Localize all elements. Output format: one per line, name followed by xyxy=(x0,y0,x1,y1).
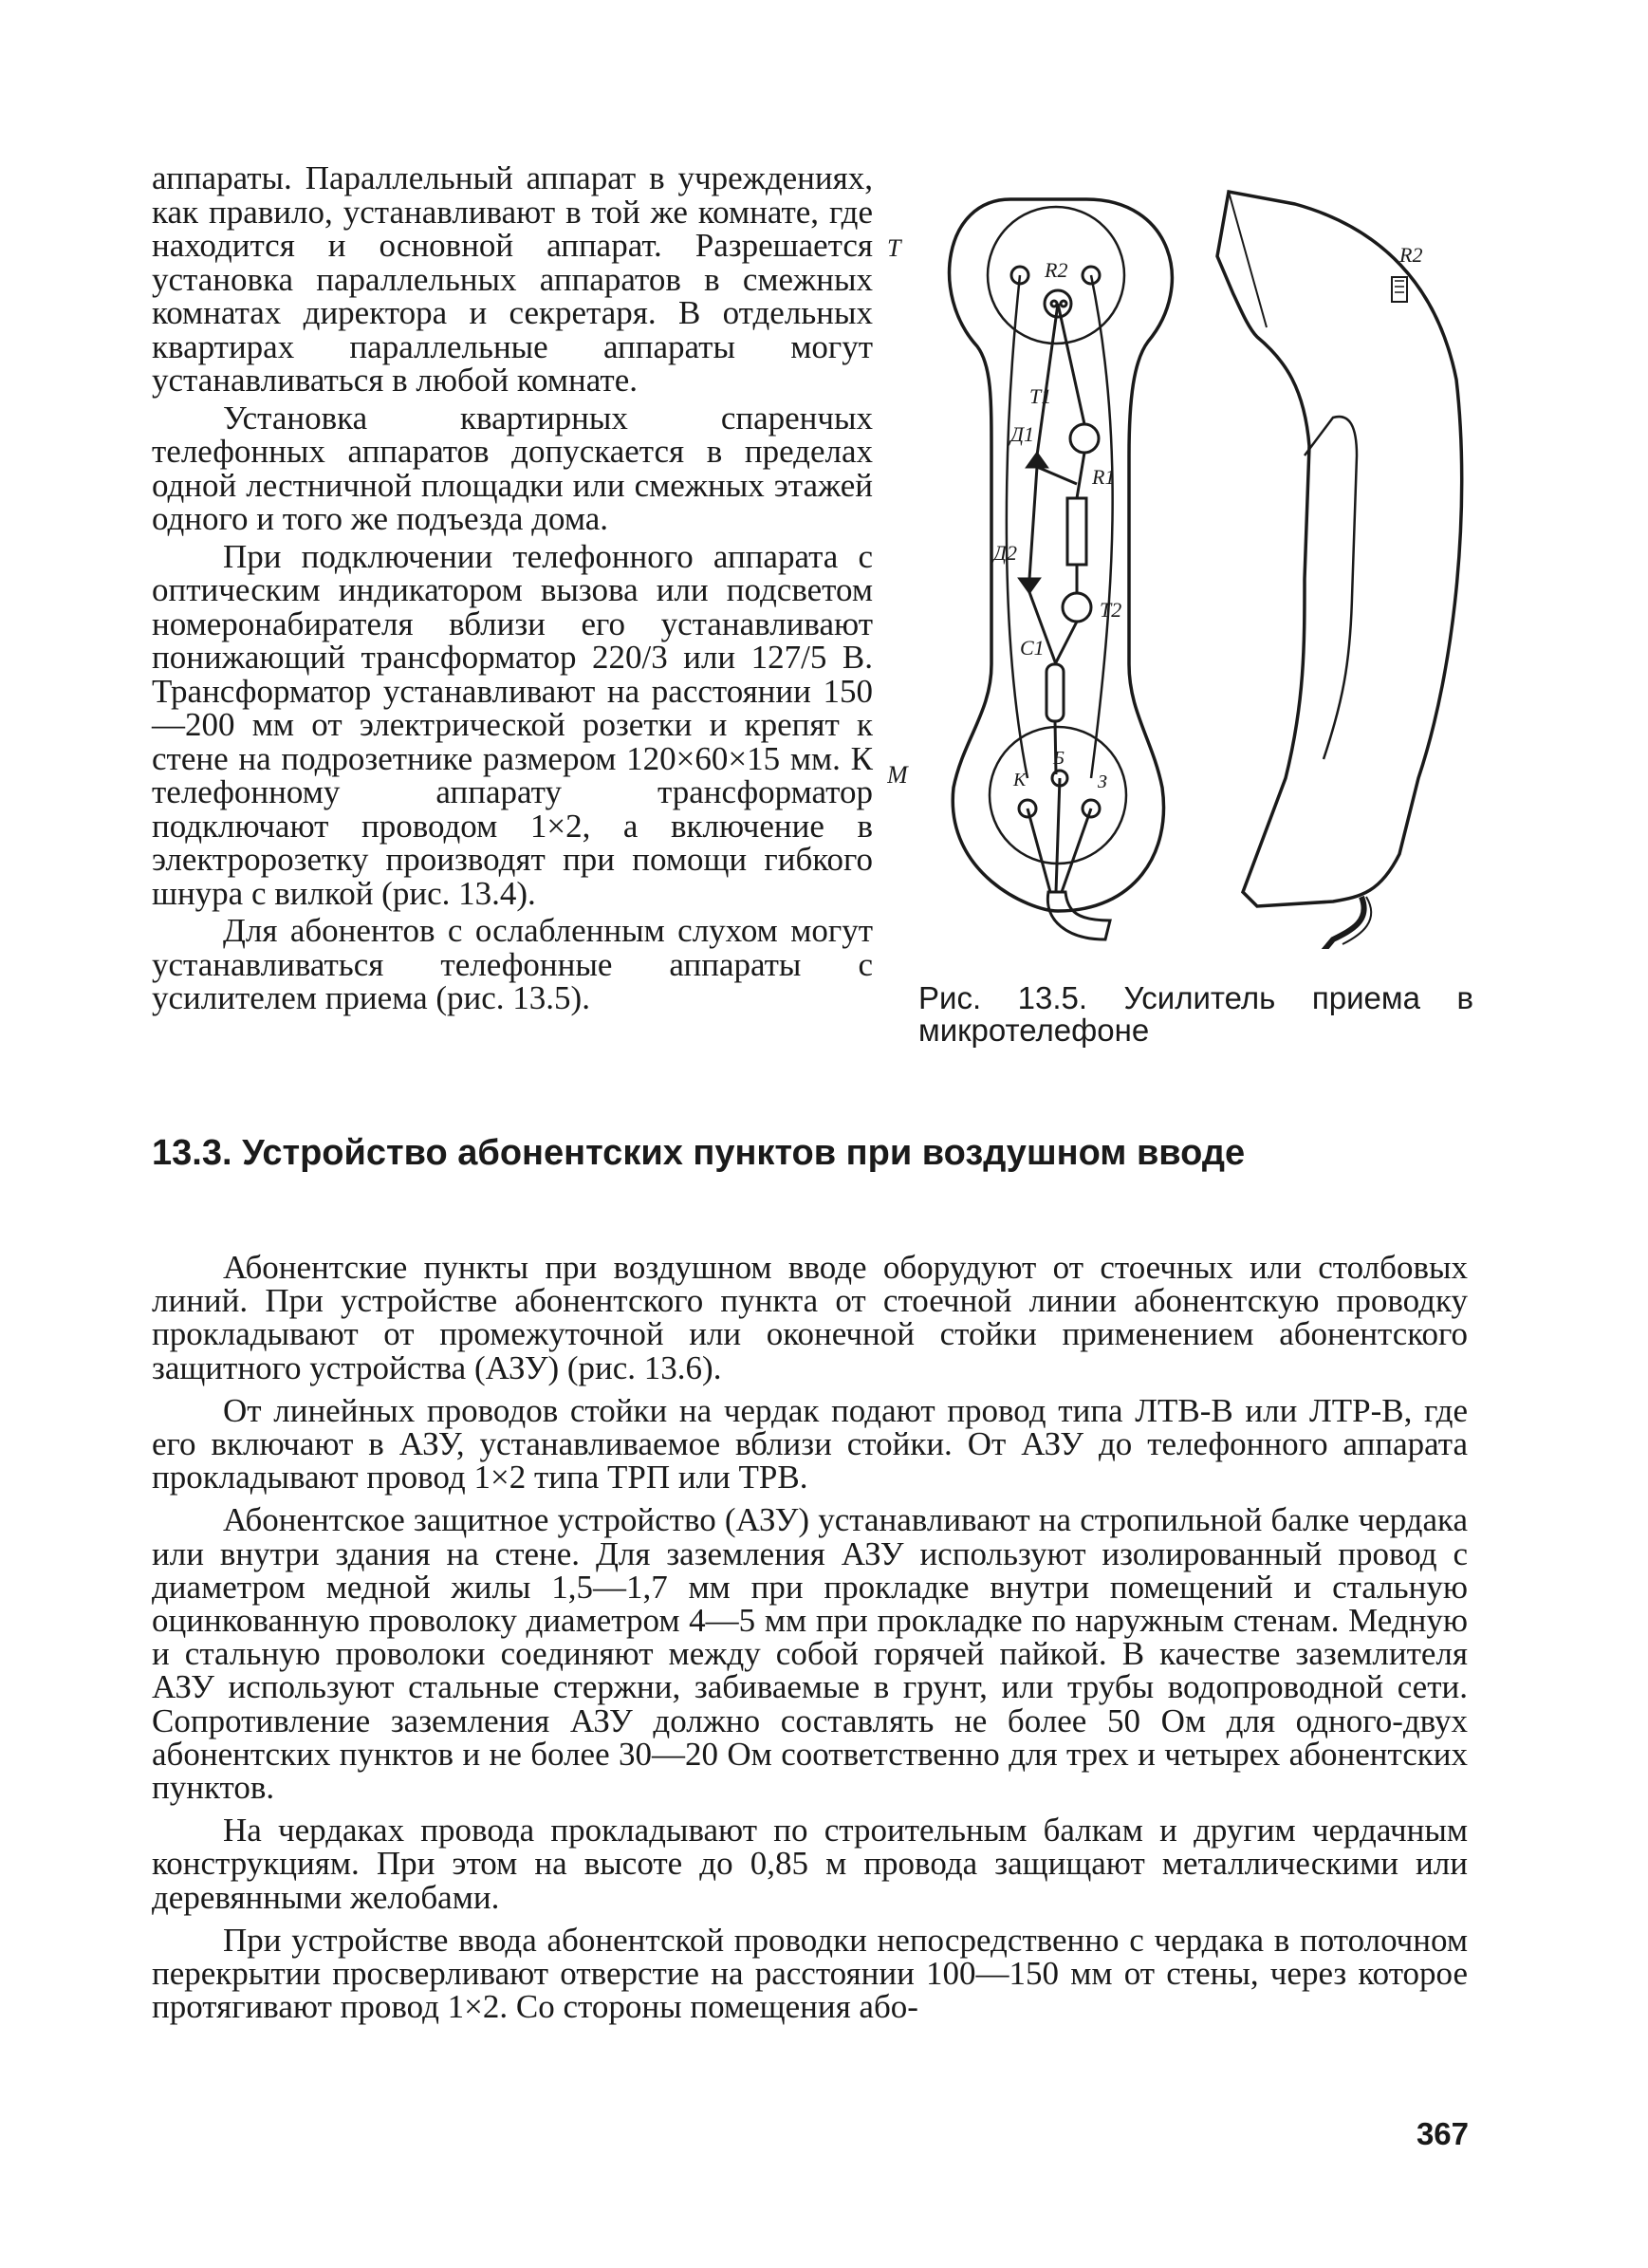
section-body xyxy=(152,1251,1468,2033)
label-T2: T2 xyxy=(1100,598,1122,622)
paragraph: От линейных проводов стойки на чердак подают провод типа ЛТВ-В или ЛТР-В, где его включают в АЗУ, устанавливаемое вблизи стойки. От АЗУ до телефонного аппарата прокладывают провод 1×2 типа ТРП или ТРВ. xyxy=(152,1391,1468,1497)
label-R1: R1 xyxy=(1092,465,1116,489)
figure-caption xyxy=(918,982,1473,1047)
paragraph: аппараты. Параллельный аппарат в учреждениях, как правило, устанавливают в той же комнате, где находится и основной аппарат. Разрешается установка параллельных аппаратов в смежных комнатах директора и секретаря. В отдельных квартирах параллельные аппараты могут устанавливаться в любой комнате. xyxy=(152,159,873,399)
handset-drawing xyxy=(1217,192,1462,949)
left-text-column xyxy=(152,161,873,1015)
label-R2-handset: R2 xyxy=(1399,243,1423,267)
paragraph: Для абонентов с ослабленным слухом могут устанавливаться телефонные аппараты с усилителем приема (рис. 13.5). xyxy=(152,912,873,1016)
handset-amplifier-figure xyxy=(887,171,1494,949)
paragraph: При устройстве ввода абонентской проводки непосредственно с чердака в потолочном перекрытии просверливают отверстие на расстоянии 100—150 мм от стены, через которое протягивают провод 1×2. Со стороны помещения або- xyxy=(152,1921,1468,2026)
label-R2: R2 xyxy=(1045,258,1068,282)
section-heading: 13.3. Устройство абонентских пунктов при воздушном вводе xyxy=(152,1133,1246,1173)
label-D2: Д2 xyxy=(993,541,1017,565)
label-B: Б xyxy=(1053,748,1065,769)
paragraph: Установка квартирных спаренчых телефонных аппаратов допускается в пределах одной лестничной площадки или смежных этажей одного и того же подъезда дома. xyxy=(152,399,873,537)
label-M: М xyxy=(887,761,908,789)
label-K: К xyxy=(1013,770,1027,790)
schematic-diagram xyxy=(887,199,1172,939)
label-Z: З xyxy=(1098,771,1107,792)
paragraph: При подключении телефонного аппарата с оптическим индикатором вызова или подсветом номеронабирателя вблизи его устанавливают понижающий трансформатор 220/3 или 127/5 В. Трансформатор устанавливают на расстоянии 150—200 мм от электрической розетки и крепят к стене на подрозетнике размером 120×60×15 мм. К телефонному аппарату трансформатор подключают проводом 1×2, а включение в электророзетку производят при помощи гибкого шнура с вилкой (рис. 13.4). xyxy=(152,537,873,912)
label-T: Т xyxy=(887,234,901,262)
caption-line-1: Рис. 13.5. Усилитель приема в xyxy=(918,980,1473,1015)
label-T1: T1 xyxy=(1029,384,1052,408)
paragraph: Абонентские пункты при воздушном вводе оборудуют от стоечных или столбовых линий. При устройстве абонентского пункта от стоечной линии абонентскую проводку прокладывают от промежуточной или оконечной стойки применением абонентского защитного устройства (АЗУ) (рис. 13.6). xyxy=(152,1249,1468,1386)
paragraph: Абонентское защитное устройство (АЗУ) устанавливают на стропильной балке чердака или внутри здания на стене. Для заземления АЗУ используют изолированный провод с диаметром медной жилы 1,5—1,7 мм при прокладке внутри помещений и стальную оцинкованную проволоку диаметром 4—5 мм при прокладке по наружным стенам. Медную и стальную проволоки соединяют между собой горячей пайкой. В качестве заземлителя АЗУ используют стальные стержни, забиваемые в грунт, или трубы водопроводной сети. Сопротивление заземления АЗУ должно составлять не более 50 Ом для одного-двух абонентских пунктов и не более 30—20 Ом соответственно для трех и четырех абонентских пунктов. xyxy=(152,1501,1468,1807)
label-C1: C1 xyxy=(1020,636,1045,660)
label-D1: Д1 xyxy=(1010,422,1034,446)
paragraph: На чердаках провода прокладывают по строительным балкам и другим чердачным конструкциям. При этом на высоте до 0,85 м провода защищают металлическими или деревянными желобами. xyxy=(152,1812,1468,1916)
caption-line-2: микротелефоне xyxy=(918,1013,1150,1048)
page-number: 367 xyxy=(1416,2116,1469,2151)
